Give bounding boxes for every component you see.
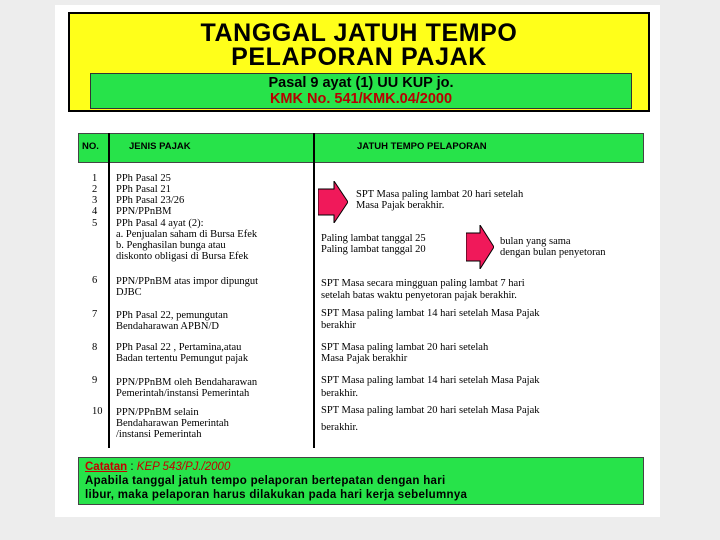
note-label: Catatan (85, 461, 128, 473)
due-date-text: SPT Masa paling lambat 20 hari setelah (321, 342, 489, 353)
tax-type: PPh Pasal 21 (116, 184, 171, 195)
tax-type: PPh Pasal 4 ayat (2): (116, 218, 204, 229)
due-date-text: Paling lambat tanggal 25 (321, 233, 426, 244)
row-number: 2 (92, 184, 98, 195)
note-reference: KEP 543/PJ./2000 (136, 461, 231, 473)
column-header-jenis-pajak: JENIS PAJAK (129, 141, 191, 152)
legal-reference-box (90, 73, 632, 109)
arrow-right-icon (466, 225, 494, 269)
due-date-text: Masa Pajak berakhir (321, 353, 408, 364)
tax-type: PPN/PPnBM oleh Bendaharawan (116, 377, 258, 388)
tax-type: b. Penghasilan bunga atau (116, 240, 226, 251)
row-number: 9 (92, 375, 98, 386)
arrow-right-icon (318, 181, 348, 223)
row-number: 6 (92, 275, 98, 286)
column-header-jatuh-tempo: JATUH TEMPO PELAPORAN (357, 141, 487, 152)
row-number: 4 (92, 206, 98, 217)
row-number: 8 (92, 342, 98, 353)
table-header (78, 133, 644, 163)
tax-type: PPh Pasal 25 (116, 173, 171, 184)
due-date-text: dengan bulan penyetoran (500, 247, 606, 258)
legal-reference-line2: KMK No. 541/KMK.04/2000 (269, 91, 453, 107)
column-divider-2 (313, 133, 315, 448)
row-number: 5 (92, 218, 98, 229)
row-number: 3 (92, 195, 98, 206)
tax-type: Bendaharawan APBN/D (116, 321, 219, 332)
row-number: 7 (92, 309, 98, 320)
legal-reference-line1: Pasal 9 ayat (1) UU KUP jo. (268, 75, 454, 91)
tax-type: PPN/PPnBM atas impor dipungut (116, 276, 259, 287)
tax-type: PPh Pasal 22, pemungutan (116, 310, 228, 321)
note-text-line2: libur, maka pelaporan harus dilakukan pada hari kerja sebelumnya (85, 489, 468, 501)
note-heading (85, 461, 230, 474)
page-title-line2: PELAPORAN PAJAK (231, 43, 487, 71)
due-date-text: SPT Masa secara mingguan paling lambat 7 hari (321, 278, 525, 289)
due-date-text: SPT Masa paling lambat 20 hari setelah Masa Pajak (321, 405, 540, 416)
tax-type: DJBC (116, 287, 142, 298)
tax-type: PPN/PPnBM (116, 206, 172, 217)
due-date-text: SPT Masa paling lambat 14 hari setelah Masa Pajak (321, 375, 540, 386)
tax-type: a. Penjualan saham di Bursa Efek (116, 229, 258, 240)
row-number: 1 (92, 173, 98, 184)
due-date-text: berakhir (321, 320, 356, 331)
tax-type: PPh Pasal 22 , Pertamina,atau (116, 342, 242, 353)
row-number: 10 (92, 406, 103, 417)
note-separator: : (127, 461, 137, 473)
tax-type: Pemerintah/instansi Pemerintah (116, 388, 250, 399)
due-date-text: berakhir. (321, 388, 359, 399)
column-header-no: NO. (82, 141, 99, 152)
due-date-text: bulan yang sama (500, 236, 571, 247)
tax-type: Badan tertentu Pemungut pajak (116, 353, 249, 364)
due-date-text: berakhir. (321, 422, 359, 433)
column-divider-1 (108, 133, 110, 448)
note-box (78, 457, 644, 505)
due-date-text: Masa Pajak berakhir. (356, 200, 445, 211)
due-date-text: setelah batas waktu penyetoran pajak berakhir. (321, 290, 517, 301)
tax-type: diskonto obligasi di Bursa Efek (116, 251, 249, 262)
note-text-line1: Apabila tanggal jatuh tempo pelaporan bertepatan dengan hari (85, 475, 446, 487)
due-date-text: SPT Masa paling lambat 14 hari setelah Masa Pajak (321, 308, 540, 319)
tax-type: Bendaharawan Pemerintah (116, 418, 229, 429)
due-date-text: Paling lambat tanggal 20 (321, 244, 426, 255)
page-title-line1: TANGGAL JATUH TEMPO (200, 19, 518, 47)
tax-type: /instansi Pemerintah (116, 429, 202, 440)
tax-type: PPh Pasal 23/26 (116, 195, 185, 206)
title-banner (68, 12, 650, 112)
due-date-text: SPT Masa paling lambat 20 hari setelah (356, 189, 524, 200)
tax-type: PPN/PPnBM selain (116, 407, 199, 418)
